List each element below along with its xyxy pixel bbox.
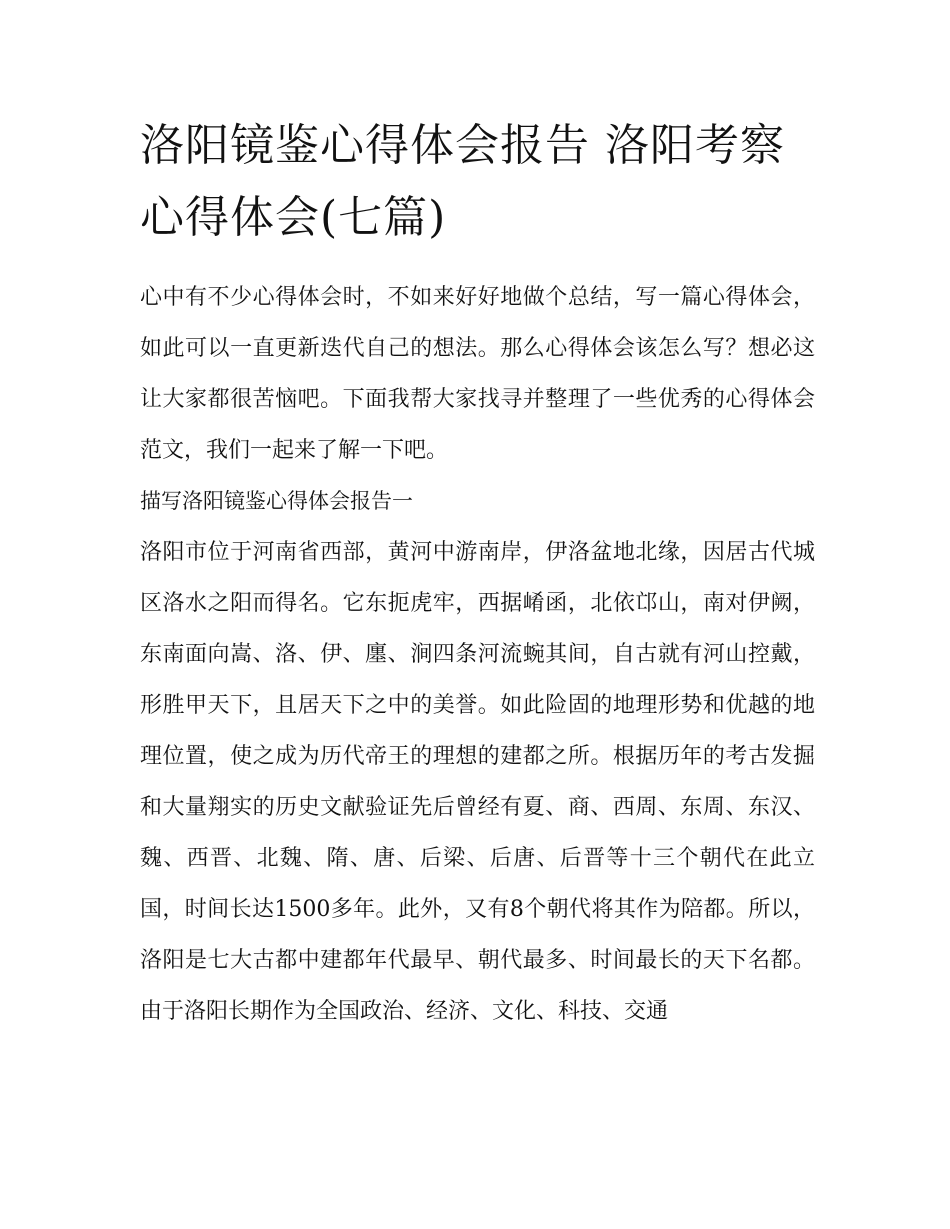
body-paragraph: 洛阳市位于河南省西部，黄河中游南岸，伊洛盆地北缘，因居古代城区洛水之阳而得名。它东扼虎牢，西据崤函，北依邙山，南对伊阙，东南面向嵩、洛、伊、廛、涧四条河流蜿其间，自古就有河山控戴，形胜甲天下，且居天下之中的美誉。如此险固的地理形势和优越的地理位置，使之成为历代帝王的理想的建都之所。根据历年的考古发掘和大量翔实的历史文献验证先后曾经有夏、商、西周、东周、东汉、魏、西晋、北魏、隋、唐、后梁、后唐、后晋等十三个朝代在此立国，时间长达1500多年。此外，又有8个朝代将其作为陪都。所以，洛阳是七大古都中建都年代最早、朝代最多、时间最长的天下名都。由于洛阳长期作为全国政治、经济、文化、科技、交通 <box>140 540 815 1024</box>
document-title: 洛阳镜鉴心得体会报告 洛阳考察心得体会(七篇) <box>140 120 785 243</box>
document-content <box>140 110 815 1037</box>
intro-paragraph: 心中有不少心得体会时，不如来好好地做个总结，写一篇心得体会，如此可以一直更新迭代自己的想法。那么心得体会该怎么写？想必这让大家都很苦恼吧。下面我帮大家找寻并整理了一些优秀的心得体会范文，我们一起来了解一下吧。 <box>140 285 815 463</box>
section-heading: 描写洛阳镜鉴心得体会报告一 <box>140 489 413 513</box>
